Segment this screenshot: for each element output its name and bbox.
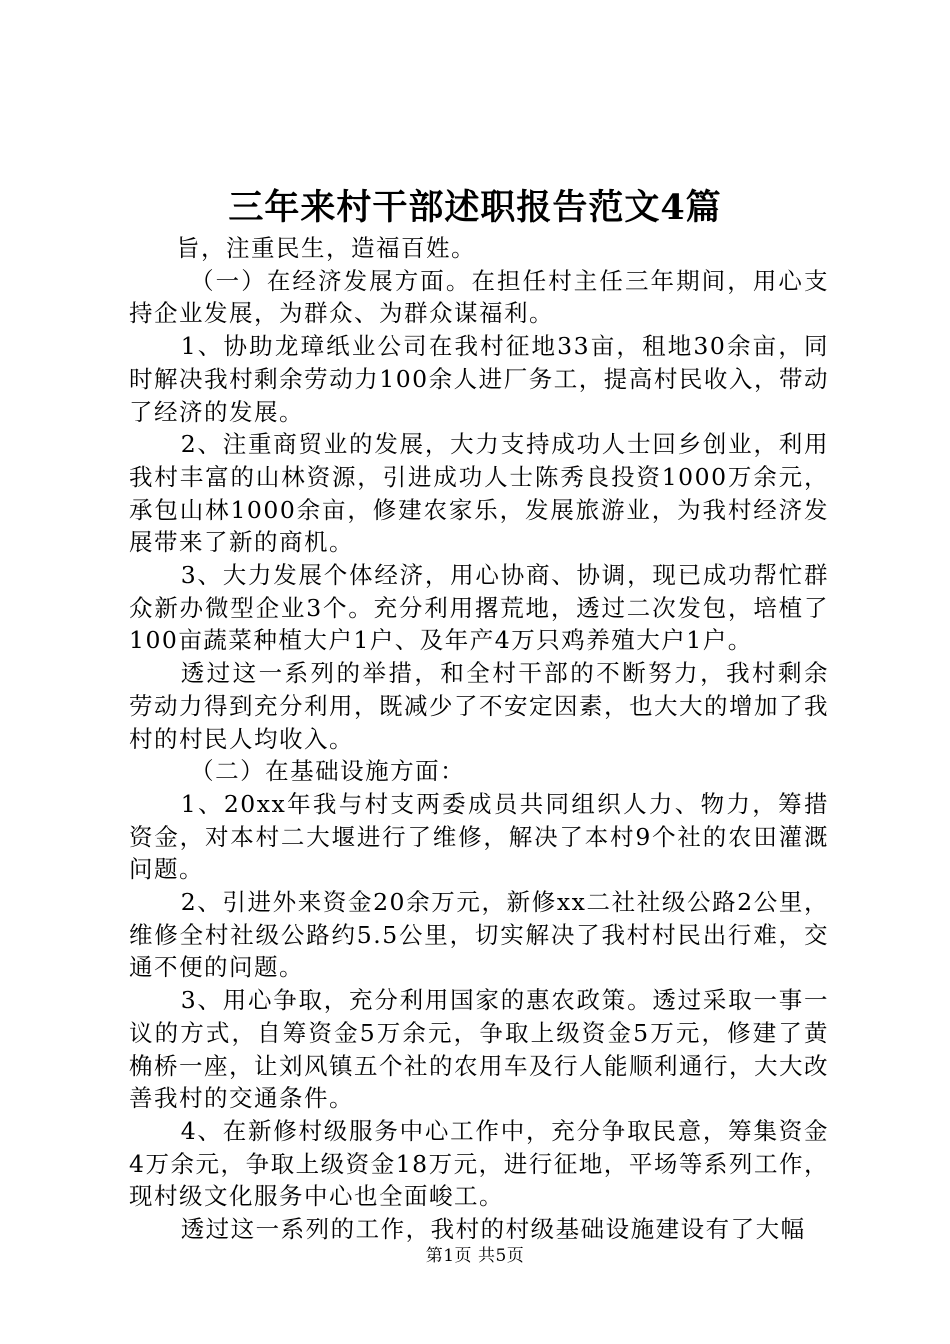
paragraph-infrastructure-item-4: 4、在新修村级服务中心工作中，充分争取民意，筹集资金4万余元，争取上级资金18万元，进行征地，平场等系列工作，现村级文化服务中心也全面峻工。 bbox=[129, 1116, 829, 1211]
paragraph-infrastructure-item-3: 3、用心争取，充分利用国家的惠农政策。透过采取一事一议的方式，自筹资金5万余元，争取上级资金5万元，修建了黄桷桥一座，让刘风镇五个社的农用车及行人能顺利通行，大大改善我村的交通条件。 bbox=[129, 986, 829, 1113]
paragraph-section-infrastructure: （二）在基础设施方面： bbox=[190, 757, 466, 786]
document-body bbox=[129, 232, 829, 1246]
paragraph-infrastructure-item-1: 1、20xx年我与村支两委成员共同组织人力、物力，筹措资金，对本村二大堰进行了维修，解决了本村9个社的农田灌溉问题。 bbox=[129, 789, 829, 884]
paragraph-economy-item-1: 1、协助龙璋纸业公司在我村征地33亩，租地30余亩，同时解决我村剩余劳动力100余人进厂务工，提高村民收入，带动了经济的发展。 bbox=[129, 332, 829, 426]
paragraph-economy-summary: 透过这一系列的举措，和全村干部的不断努力，我村剩余劳动力得到充分利用，既减少了不安定因素，也大大的增加了我村的村民人均收入。 bbox=[129, 659, 829, 753]
paragraph-economy-item-2: 2、注重商贸业的发展，大力支持成功人士回乡创业，利用我村丰富的山林资源，引进成功人士陈秀良投资1000万余元，承包山林1000余亩，修建农家乐，发展旅游业，为我村经济发展带来了新的商机。 bbox=[129, 430, 829, 557]
page-title: 三年来村干部述职报告范文4篇 bbox=[228, 187, 722, 228]
paragraph-infrastructure-summary: 透过这一系列的工作，我村的村级基础设施建设有了大幅 bbox=[180, 1215, 806, 1244]
paragraph-economy-item-3: 3、大力发展个体经济，用心协商、协调，现已成功帮忙群众新办微型企业3个。充分利用撂荒地，透过二次发包，培植了100亩蔬菜种植大户1户、及年产4万只鸡养殖大户1户。 bbox=[129, 561, 829, 655]
page-footer: 第1页 共5页 bbox=[425, 1246, 525, 1266]
paragraph-section-economy: （一）在经济发展方面。在担任村主任三年期间，用心支持企业发展，为群众、为群众谋福利。 bbox=[129, 266, 829, 328]
paragraph-intro: 旨，注重民生，造福百姓。 bbox=[176, 234, 476, 262]
paragraph-infrastructure-item-2: 2、引进外来资金20余万元，新修xx二社社级公路2公里，维修全村社级公路约5.5公里，切实解决了我村村民出行难，交通不便的问题。 bbox=[129, 888, 829, 982]
